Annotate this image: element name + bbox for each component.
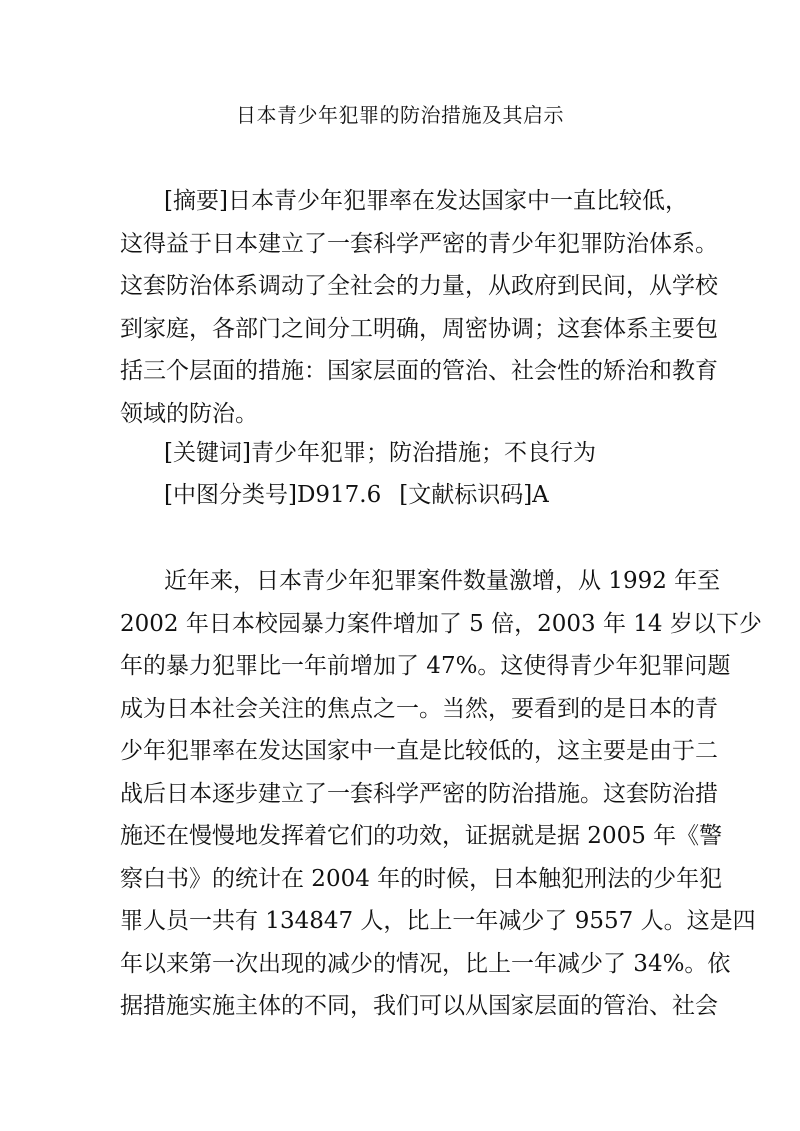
abstract-line: 这得益于日本建立了一套科学严密的青少年犯罪防治体系。: [120, 230, 718, 257]
abstract-paragraph: [120, 180, 718, 435]
keywords-text: [关键词]青少年犯罪；防治措施；不良行为: [164, 440, 596, 466]
abstract-line: 到家庭，各部门之间分工明确，周密协调；这套体系主要包: [120, 315, 718, 342]
classification-row: [120, 474, 694, 517]
body-line: 少年犯罪率在发达国家中一直是比较低的，这主要是由于二: [120, 738, 718, 764]
abstract-line: [摘要]日本青少年犯罪率在发达国家中一直比较低，: [164, 188, 688, 214]
body-line: 2002 年日本校园暴力案件增加了 5 倍，2003 年 14 岁以下少: [120, 610, 762, 637]
abstract-line: 括三个层面的措施：国家层面的管治、社会性的矫治和教育: [120, 358, 718, 384]
body-line: 战后日本逐步建立了一套科学严密的防治措施。这套防治措: [120, 780, 718, 807]
body-line: 罪人员一共有 134847 人，比上一年减少了 9557 人。这是四: [120, 908, 756, 934]
document-code: [文献标识码]A: [399, 482, 549, 508]
body-line: 施还在慢慢地发挥着它们的功效，证据就是据 2005 年《警: [120, 823, 723, 849]
abstract-line: 领域的防治。: [120, 400, 258, 427]
body-line: 据措施实施主体的不同，我们可以从国家层面的管治、社会: [120, 993, 718, 1019]
body-paragraph: [120, 560, 762, 1028]
document-title: 日本青少年犯罪的防治措施及其启示: [236, 103, 564, 127]
body-line: 察白书》的统计在 2004 年的时候，日本触犯刑法的少年犯: [120, 865, 723, 892]
classification-line: [120, 474, 694, 517]
body-line: 年以来第一次出现的减少的情况，比上一年减少了 34%。依: [120, 950, 731, 977]
keywords-line: [120, 432, 694, 475]
body-line: 近年来，日本青少年犯罪案件数量激增，从 1992 年至: [164, 568, 721, 594]
classification-number: [中图分类号]D917.6: [164, 482, 382, 508]
body-line: 成为日本社会关注的焦点之一。当然，要看到的是日本的青: [120, 695, 718, 722]
body-line: 年的暴力犯罪比一年前增加了 47%。这使得青少年犯罪问题: [120, 653, 731, 679]
abstract-line: 这套防治体系调动了全社会的力量，从政府到民间，从学校: [120, 273, 718, 299]
